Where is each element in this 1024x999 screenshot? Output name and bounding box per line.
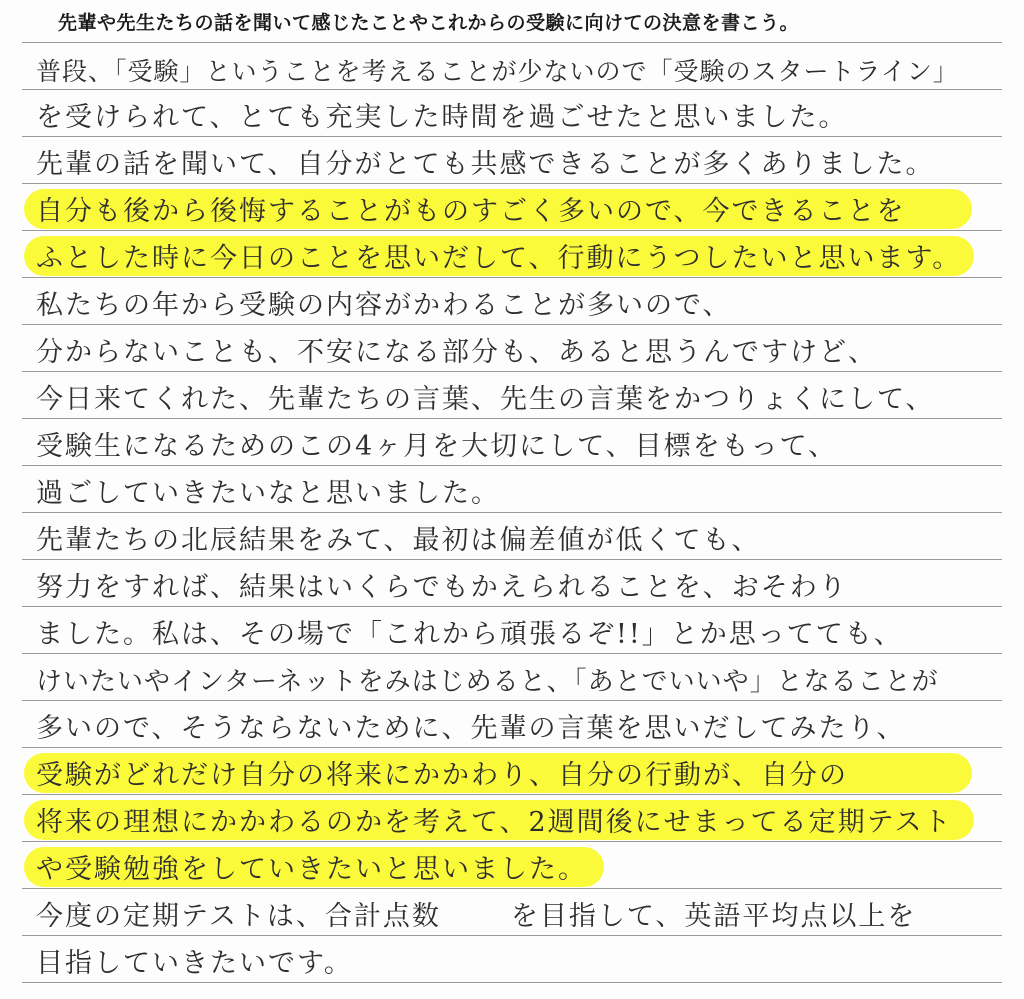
handwritten-text: 先輩の話を聞いて、自分がとても共感できることが多くありました。: [36, 149, 935, 180]
handwritten-text: や受験勉強をしていきたいと思いました。: [36, 854, 587, 885]
handwritten-text: 自分も後から後悔することがものすごく多いので、今できることを: [36, 196, 906, 227]
handwritten-line: [36, 512, 1002, 560]
ruled-writing-area: [22, 40, 1002, 990]
handwritten-line: [36, 371, 1002, 419]
handwritten-line: [36, 89, 1002, 137]
handwritten-text: 努力をすれば、結果はいくらでもかえられることを、おそわり: [36, 572, 848, 603]
handwritten-line: [36, 935, 1002, 983]
handwritten-line: [36, 888, 1002, 936]
handwritten-text: けいたいやインターネットをみはじめると、「あとでいいや」となることが: [36, 667, 939, 697]
handwritten-text: 目指していきたいです。: [36, 948, 353, 979]
handwritten-line: [36, 700, 1002, 748]
handwritten-text: 受験生になるためのこの4ヶ月を大切にして、目標をもって、: [36, 431, 838, 462]
handwritten-line: [36, 559, 1002, 607]
handwritten-line: [36, 277, 1002, 325]
handwritten-text: 多いので、そうならないために、先輩の言葉を思いだしてみたり、: [36, 713, 906, 744]
handwritten-text: 将来の理想にかかわるのかを考えて、2週間後にせまってる定期テスト: [36, 807, 953, 838]
handwritten-text: 今度の定期テストは、合計点数: [36, 901, 441, 932]
handwritten-text: 私たちの年から受験の内容がかわることが多いので、: [36, 290, 732, 321]
handwritten-text: ふとした時に今日のことを思いだして、行動にうつしたいと思います。: [36, 243, 962, 274]
handwritten-text: ました。私は、その場で「これから頑張るぞ!!」とか思ってても、: [36, 619, 903, 650]
handwritten-text: 普段、「受験」ということを考えることが少ないので「受験のスタートライン」: [36, 57, 959, 86]
handwritten-text: 先輩たちの北辰結果をみて、最初は偏差値が低くても、: [36, 525, 761, 556]
handwritten-line: [36, 324, 1002, 372]
handwritten-line: [36, 418, 1002, 466]
handwritten-text: 今日来てくれた、先輩たちの言葉、先生の言葉をかつりょくにして、: [36, 384, 935, 415]
handwritten-line: [36, 465, 1002, 513]
handwritten-text-continued: を目指して、英語平均点以上を: [510, 901, 917, 932]
handwritten-line: [36, 136, 1002, 184]
handwritten-line: [36, 747, 1002, 795]
handwritten-line: [36, 230, 1002, 278]
handwritten-line: [36, 42, 1002, 90]
handwritten-line: [36, 841, 1002, 889]
handwritten-line: [36, 183, 1002, 231]
handwritten-text: を受けられて、とても充実した時間を過ごせたと思いました。: [36, 102, 848, 133]
handwritten-text: 受験がどれだけ自分の将来にかかわり、自分の行動が、自分の: [36, 760, 848, 791]
handwritten-text: 分からないことも、不安になる部分も、あると思うんですけど、: [36, 337, 877, 368]
handwritten-line: [36, 653, 1002, 701]
prompt-heading: 先輩や先生たちの話を聞いて感じたことやこれからの受験に向けての決意を書こう。: [58, 12, 800, 34]
handwritten-line: [36, 794, 1002, 842]
handwritten-text: 過ごしていきたいなと思いました。: [36, 478, 500, 509]
handwritten-line: [36, 606, 1002, 654]
